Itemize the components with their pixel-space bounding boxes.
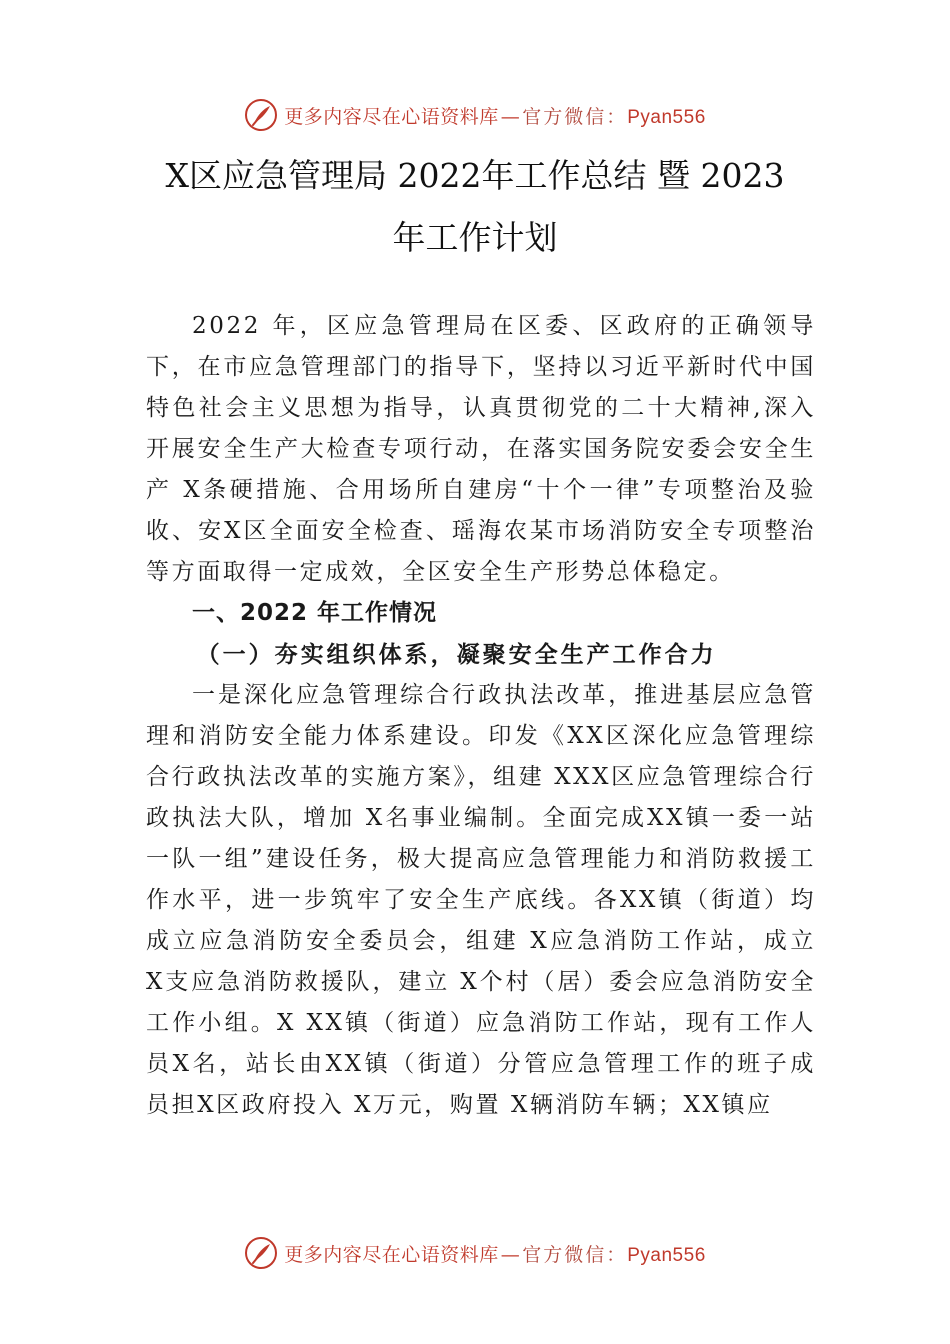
watermark-wechat-label: 官方微信：	[522, 1243, 628, 1266]
watermark-brand: 更多内容尽在心语资料库	[284, 105, 499, 128]
section-heading: 一、2022 年工作情况	[192, 600, 438, 626]
watermark-brand: 更多内容尽在心语资料库	[284, 1243, 499, 1266]
watermark-separator: —	[500, 105, 521, 128]
title-line-1: X区应急管理局 2022年工作总结 暨 2023	[165, 156, 785, 195]
title-line-2: 年工作计划	[392, 218, 558, 257]
watermark-text	[284, 1240, 706, 1267]
watermark-wechat-id: Pyan556	[627, 1244, 706, 1266]
document-title	[100, 145, 850, 269]
section-subheading: （一）夯实组织体系，凝聚安全生产工作合力	[196, 641, 717, 668]
watermark-text	[284, 102, 706, 129]
quill-logo-icon	[244, 1236, 278, 1270]
watermark-wechat-id: Pyan556	[627, 106, 706, 128]
watermark-banner-bottom	[0, 1233, 950, 1273]
document-body	[146, 306, 816, 1126]
watermark-separator: —	[500, 1243, 521, 1266]
watermark-banner-top	[0, 95, 950, 135]
watermark-wechat-label: 官方微信：	[522, 105, 628, 128]
intro-paragraph: 2022 年，区应急管理局在区委、区政府的正确领导下，在市应急管理部门的指导下，坚持以习近平新时代中国特色社会主义思想为指导，认真贯彻党的二十大精神,深入开展安全生产大检查专项行动，在落实国务院安委会安全生产 X条硬措施、合用场所自建房“十个一律”专项整治及验收、安X区全面安全检查、瑶海农某市场消防安全专项整治等方面取得一定成效，全区安全生产形势总体稳定。	[146, 313, 816, 585]
section-paragraph: 一是深化应急管理综合行政执法改革，推进基层应急管理和消防安全能力体系建设。印发《XX区深化应急管理综合行政执法改革的实施方案》，组建 XXX区应急管理综合行政执法大队，增加 X名事业编制。全面完成XX镇一委一站一队一组”建设任务，极大提高应急管理能力和消防救援工作水平，进一步筑牢了安全生产底线。各XX镇（街道）均成立应急消防安全委员会，组建 X应急消防工作站，成立 X支应急消防救援队，建立 X个村（居）委会应急消防安全工作小组。X XX镇（街道）应急消防工作站，现有工作人员X名，站长由XX镇（街道）分管应急管理工作的班子成员担X区政府投入 X万元，购置 X辆消防车辆；XX镇应	[146, 682, 816, 1118]
quill-logo-icon	[244, 98, 278, 132]
